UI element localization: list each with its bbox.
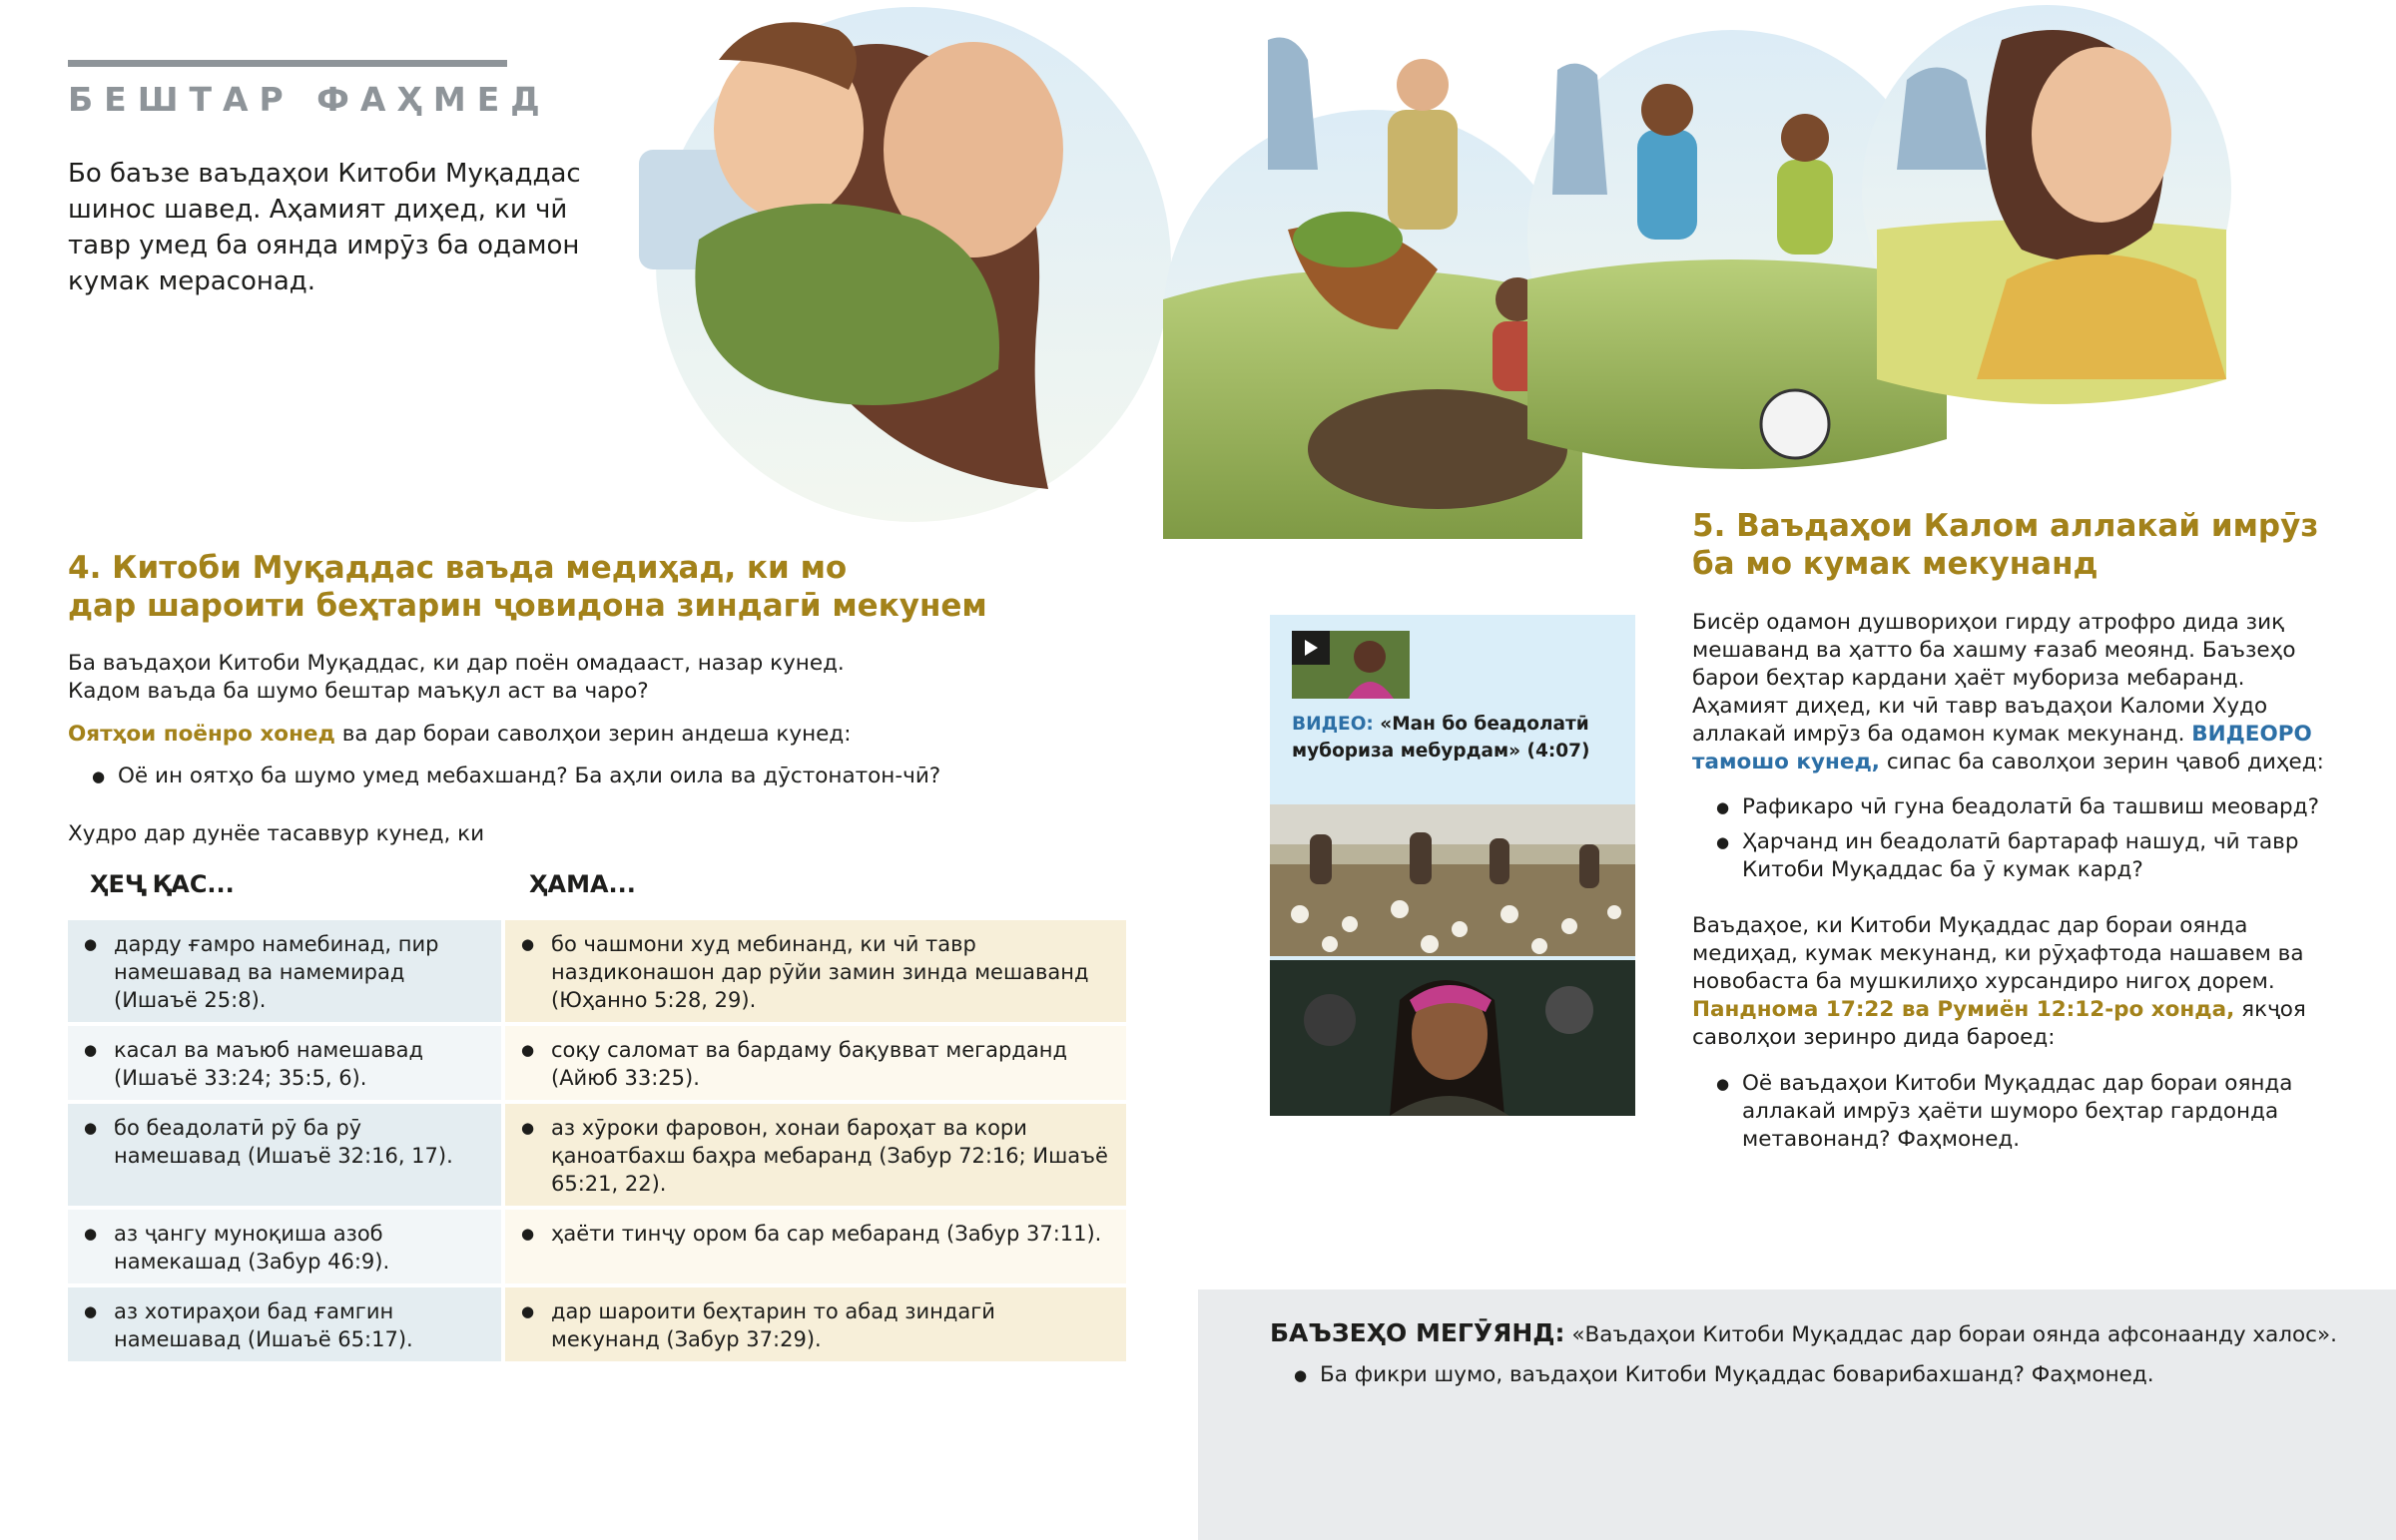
table-cell: ● касал ва маъюб намешавад (Ишаъё 33:24; 35:5, 6). xyxy=(68,1026,501,1100)
video-caption[interactable]: ВИДЕО: «Ман бо беадолатӣ мубориза мебурдам» (4:07) xyxy=(1292,714,1590,762)
section4-imagine: Худро дар дунёе тасаввур кунед, ки xyxy=(68,821,485,846)
read-verses-link[interactable]: Оятҳои поёнро хонед xyxy=(68,722,335,747)
table-cell: ● дар шароити беҳтарин то абад зиндагӣ мекунанд (Забур 37:29). xyxy=(505,1287,1126,1361)
header-rule xyxy=(68,60,507,67)
section5-heading: 5. Ваъдаҳои Калом аллакай имрӯз ба мо кумак мекунанд xyxy=(1692,508,2319,582)
section5-question-2: ● Ҳарчанд ин беадолатӣ бартараф нашуд, чӣ тавр Китоби Муқаддас ба ӯ кумак кард? xyxy=(1716,828,2335,884)
mother-face xyxy=(884,42,1063,257)
wheelbarrow xyxy=(1288,225,1438,329)
section5-question-3: ● Оё ваъдаҳои Китоби Муқаддас дар бораи оянда аллакай имрӯз ҳаёти шуморо беҳтар гардонда метавонанд? Фаҳмонед. xyxy=(1716,1070,2335,1154)
child-face xyxy=(714,40,864,220)
table-row xyxy=(68,1287,1126,1361)
hopeful-woman-face xyxy=(2032,47,2171,223)
sad-woman xyxy=(1897,68,1987,171)
running-boy xyxy=(1777,160,1833,255)
watch-video-link[interactable]: ВИДЕОРО тамошо кунед, xyxy=(1692,722,2312,774)
table-header-nobody: ҲЕҶ ҚАС... xyxy=(90,870,235,898)
table-cell: ● ҳаёти тинҷу ором ба сар мебаранд (Забур 37:11). xyxy=(505,1210,1126,1283)
table-cell: ● аз ҷангу муноқиша азоб намекашад (Забур 46:9). xyxy=(68,1210,501,1283)
promises-table xyxy=(68,920,1126,1365)
smiling-woman-photo xyxy=(1270,960,1635,1116)
table-row xyxy=(68,1210,1126,1283)
woman-with-bowl xyxy=(1552,64,1607,195)
table-row xyxy=(68,1026,1126,1100)
section4-intro: Ба ваъдаҳои Китоби Муқаддас, ки дар поён омадааст, назар кунед. Кадом ваъда ба шумо бештар маъқул аст ва чаро? xyxy=(68,651,845,704)
section4-question: ● Оё ин оятҳо ба шумо умед мебахшанд? Ба аҳли оила ва дӯстонатон-чӣ? xyxy=(92,763,1130,790)
some-say-question: ● Ба фикри шумо, ваъдаҳои Китоби Муқаддас боварибахшанд? Фаҳмонед. xyxy=(1294,1361,2372,1389)
intro-text: Бо баъзе ваъдаҳои Китоби Муқаддас шинос шавед. Аҳамият диҳед, ки чӣ тавр умед ба оянда имрӯз ба одамон кумак мерасонад. xyxy=(68,159,581,296)
section4-heading: 4. Китоби Муқаддас ваъда медиҳад, ки мо дар шароити беҳтарин ҷовидона зиндагӣ мекунем xyxy=(68,550,987,624)
elderly-man xyxy=(1268,38,1318,171)
video-thumbnail[interactable] xyxy=(1292,631,1410,699)
table-cell: ● бо чашмони худ мебинанд, ки чӣ тавр наздиконашон дар рӯйи замин зинда мешаванд (Юҳанно 5:28, 29). xyxy=(505,920,1126,1022)
read-proverbs-link[interactable]: Пандномa 17:22 ва Румиён 12:12-ро хонда, xyxy=(1692,997,2235,1022)
table-row xyxy=(68,920,1126,1022)
table-cell: ● дарду ғамро намебинад, пир намешавад ва намемирад (Ишаъё 25:8). xyxy=(68,920,501,1022)
video-box[interactable] xyxy=(1270,615,1635,1116)
some-say-box xyxy=(1198,1289,2396,1540)
soil xyxy=(1308,389,1567,509)
section4-instruction: Оятҳои поёнро хонед ва дар бораи саволҳои зерин андеша кунед: xyxy=(68,722,852,747)
cotton-field-photo xyxy=(1270,804,1635,956)
section5-intro: Бисёр одамон душвориҳои гирду атрофро дида зиқ мешаванд ва ҳатто ба хашму ғазаб меоянд. Баъзеҳо барои беҳтар кардани ҳаёт мубориза мебаранд. Аҳамият диҳед, ки чӣ тавр ваъдаҳои Каломи Худо аллакай имрӯз ба одамон кумак мекунанд. ВИДЕОРО тамошо кунед, сипас ба саволҳои зерин ҷавоб диҳед: xyxy=(1692,610,2324,774)
section5-text: Ваъдаҳое, ки Китоби Муқаддас дар бораи оянда медиҳад, кумак мекунанд, ки рӯҳафтода нашавем ва новобаста ба мушкилиҳо хурсандиро нигоҳ дорем. Пандномa 17:22 ва Румиён 12:12-ро хонда, якҷоя саволҳои зеринро дида бароед: xyxy=(1692,913,2306,1050)
table-cell: ● соқу саломат ва бардаму бақувват мегарданд (Айюб 33:25). xyxy=(505,1026,1126,1100)
man-with-cart xyxy=(1388,110,1458,230)
green-sweater xyxy=(695,204,999,405)
some-say-label: БАЪЗЕҲО МЕГӮЯНД: xyxy=(1270,1318,1565,1347)
running-child xyxy=(1637,130,1697,240)
table-cell: ● аз хотираҳои бад ғамгин намешавад (Ишаъё 65:17). xyxy=(68,1287,501,1361)
soccer-ball xyxy=(1761,390,1829,458)
hospital-bed xyxy=(639,150,779,269)
table-row xyxy=(68,1104,1126,1206)
table-cell: ● бо беадолатӣ рӯ ба рӯ намешавад (Ишаъё 32:16, 17). xyxy=(68,1104,501,1206)
section5-question-1: ● Рафикаро чӣ гуна беадолатӣ ба ташвиш меовард? xyxy=(1716,793,2335,821)
table-header-everyone: ҲАМА... xyxy=(529,870,636,898)
some-say-line: БАЪЗЕҲО МЕГӮЯНД: «Ваъдаҳои Китоби Муқаддас дар бораи оянда афсонаанду халос». xyxy=(1270,1318,2337,1347)
section-title: БЕШТАР ФАҲМЕД xyxy=(68,80,551,119)
table-cell: ● аз хӯроки фаровон, хонаи бароҳат ва кори қаноатбахш баҳра мебаранд (Забур 72:16; Ишаъё 65:21, 22). xyxy=(505,1104,1126,1206)
play-icon[interactable] xyxy=(1292,631,1330,665)
